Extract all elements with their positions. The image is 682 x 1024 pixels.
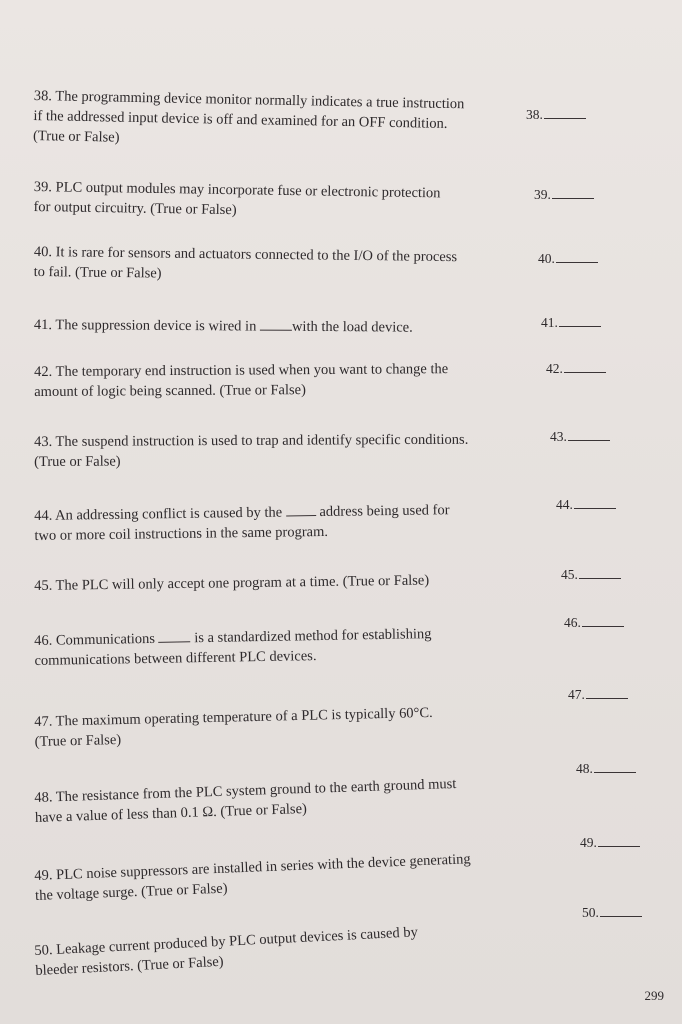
answer-44-number: 44. xyxy=(556,497,573,512)
answer-49[interactable] xyxy=(580,834,640,852)
answer-45[interactable] xyxy=(561,566,621,584)
answer-47-number: 47. xyxy=(568,687,585,702)
answer-38-number: 38. xyxy=(526,107,543,122)
question-48 xyxy=(34,774,457,828)
answer-41[interactable] xyxy=(541,314,601,332)
answer-44-blank[interactable] xyxy=(574,496,616,509)
question-46-text-b: is a standardized method for establishing xyxy=(194,626,432,647)
answer-43-number: 43. xyxy=(550,429,567,444)
question-46-text-a: 46. Communications xyxy=(34,630,156,649)
question-41-inline-blank[interactable] xyxy=(260,316,292,331)
question-48-line-2: have a value of less than 0.1 Ω. (True or False) xyxy=(34,800,308,826)
answer-48-blank[interactable] xyxy=(594,760,636,773)
answer-39[interactable] xyxy=(534,186,594,204)
answer-46-blank[interactable] xyxy=(582,614,624,627)
question-39-line-2: for output circuitry. (True or False) xyxy=(33,198,237,219)
answer-47[interactable] xyxy=(568,686,628,704)
answer-39-number: 39. xyxy=(534,187,551,202)
question-50 xyxy=(34,922,419,981)
question-48-line-1: 48. The resistance from the PLC system ground to the earth ground must xyxy=(34,776,457,806)
answer-42[interactable] xyxy=(546,360,606,378)
question-42 xyxy=(34,359,448,402)
answer-42-number: 42. xyxy=(546,361,563,376)
answer-46[interactable] xyxy=(564,614,624,632)
question-41-text-a: 41. The suppression device is wired in xyxy=(33,316,257,335)
answer-40[interactable] xyxy=(538,250,598,268)
question-47-line-1: 47. The maximum operating temperature of a PLC is typically 60°C. xyxy=(34,704,433,730)
question-50-line-2: bleeder resistors. (True or False) xyxy=(35,953,224,979)
answer-48-number: 48. xyxy=(576,761,593,776)
question-44-inline-blank[interactable] xyxy=(286,501,316,516)
question-43-line-2: (True or False) xyxy=(34,453,121,470)
question-38 xyxy=(33,86,465,154)
question-46 xyxy=(34,623,432,671)
question-50-line-1: 50. Leakage current produced by PLC output devices is caused by xyxy=(34,924,419,959)
question-45 xyxy=(34,570,429,596)
question-38-line-1: 38. The programming device monitor normally indicates a true instruction xyxy=(33,87,465,113)
answer-38[interactable] xyxy=(526,106,586,124)
question-46-line-2: communications between different PLC devices. xyxy=(34,648,317,669)
question-40-line-1: 40. It is rare for sensors and actuators connected to the I/O of the process xyxy=(33,243,458,266)
answer-45-number: 45. xyxy=(561,567,578,582)
question-47 xyxy=(34,703,433,752)
question-38-line-2: if the addressed input device is off and examined for an OFF condition. xyxy=(33,107,448,132)
answer-46-number: 46. xyxy=(564,615,581,630)
question-39 xyxy=(33,177,440,223)
answer-44[interactable] xyxy=(556,496,616,514)
question-38-line-3: (True or False) xyxy=(32,127,120,146)
question-42-line-1: 42. The temporary end instruction is used when you want to change the xyxy=(34,361,449,380)
answer-49-blank[interactable] xyxy=(598,834,640,847)
answer-43[interactable] xyxy=(550,428,610,446)
answer-48[interactable] xyxy=(576,760,636,778)
question-44-text-b: address being used for xyxy=(319,502,450,521)
question-39-line-1: 39. PLC output modules may incorporate fuse or electronic protection xyxy=(33,178,441,202)
question-49-line-1: 49. PLC noise suppressors are installed in series with the device generating xyxy=(34,851,471,884)
answer-40-number: 40. xyxy=(538,251,555,266)
question-45-line-1: 45. The PLC will only accept one program at a time. (True or False) xyxy=(34,572,430,594)
question-47-line-2: (True or False) xyxy=(34,732,122,750)
answer-50-number: 50. xyxy=(582,905,599,920)
question-44-text-a: 44. An addressing conflict is caused by the xyxy=(34,504,283,524)
answer-41-number: 41. xyxy=(541,315,558,330)
answer-41-blank[interactable] xyxy=(559,314,601,327)
answer-45-blank[interactable] xyxy=(579,566,621,579)
answer-39-blank[interactable] xyxy=(552,186,594,199)
answer-42-blank[interactable] xyxy=(564,360,606,373)
question-43 xyxy=(34,430,468,472)
page-number: 299 xyxy=(644,988,664,1003)
question-41 xyxy=(34,314,413,338)
answer-49-number: 49. xyxy=(580,835,597,850)
answer-40-blank[interactable] xyxy=(556,250,598,263)
question-44 xyxy=(34,499,450,546)
question-41-text-b: with the load device. xyxy=(291,318,413,336)
question-43-line-1: 43. The suspend instruction is used to trap and identify specific conditions. xyxy=(34,431,469,450)
answer-47-blank[interactable] xyxy=(586,686,628,699)
answer-43-blank[interactable] xyxy=(568,428,610,441)
question-46-inline-blank[interactable] xyxy=(158,627,190,643)
question-44-line-2: two or more coil instructions in the same program. xyxy=(34,523,329,544)
question-49 xyxy=(34,849,472,906)
question-40-line-2: to fail. (True or False) xyxy=(33,263,162,282)
question-42-line-2: amount of logic being scanned. (True or False) xyxy=(34,382,306,400)
answer-38-blank[interactable] xyxy=(544,106,586,119)
question-40 xyxy=(34,242,458,287)
answer-50[interactable] xyxy=(582,904,642,922)
question-49-line-2: the voltage surge. (True or False) xyxy=(34,880,228,904)
answer-50-blank[interactable] xyxy=(600,904,642,917)
